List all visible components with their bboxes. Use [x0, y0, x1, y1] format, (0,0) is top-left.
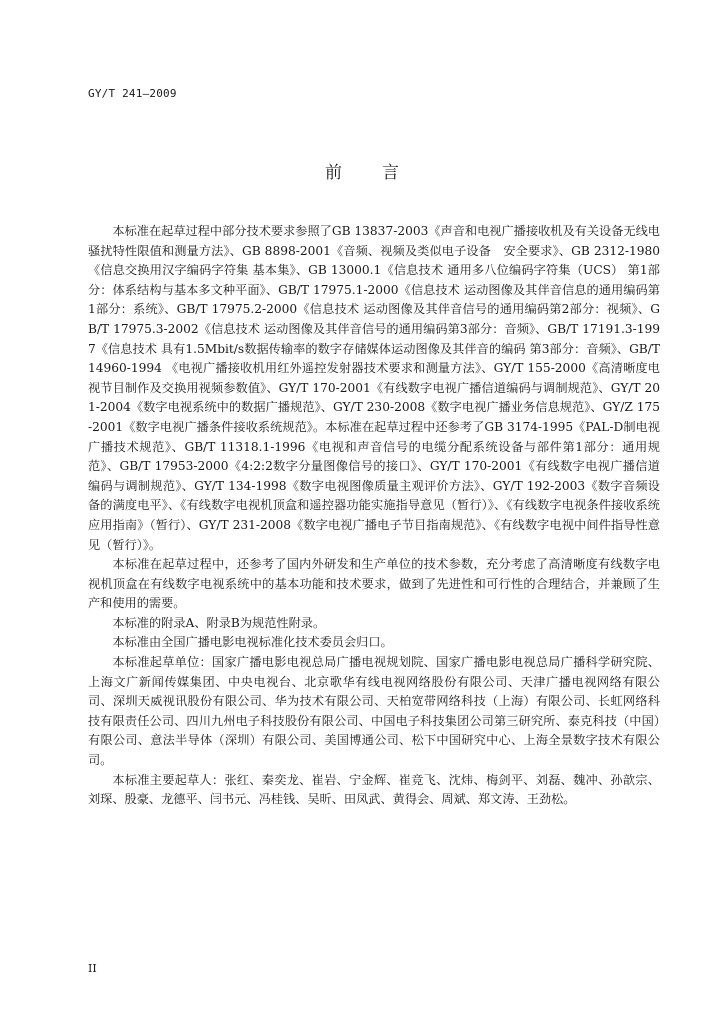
paragraph-committee: 本标准由全国广播电影电视标准化技术委员会归口。 [112, 635, 393, 650]
page-number: II [88, 962, 97, 975]
paragraph-drafting-units: 本标准起草单位：国家广播电影电视总局广播电视规划院、国家广播电影电视总局广播科学研究院、上海文广新闻传媒集团、中央电视台、北京歌华有线电视网络股份有限公司、天津广播电视网络有限公司、深圳天威视讯股份有限公司、华为技术有限公司、天柏宽带网络科技（上海）有限公司、长虹网络科技有限责任公司、四川九州电子科技股份有限公司、中国电子科技集团公司第三研究所、泰克科技（中国）有限公司、意法半导体（深圳）有限公司、美国博通公司、松下中国研究中心、上海全景数字技术有限公司。 [88, 655, 660, 768]
page-title: 前言 [325, 163, 439, 183]
paragraph-drafters: 本标准主要起草人：张红、秦奕龙、崔岩、宁金辉、崔竞飞、沈炜、梅剑平、刘磊、魏冲、孙歆宗、刘琛、殷豪、龙德平、闫书元、冯桂钱、吴昕、田凤武、黄得会、周斌、郑文涛、王劲松。 [88, 772, 660, 807]
paragraph-referenced-standards: 本标准在起草过程中部分技术要求参照了GB 13837-2003《声音和电视广播接收机及有关设备无线电骚扰特性限值和测量方法》、GB 8898-2001《音频、视频及类似电子设备 安全要求》、GB 2312-1980《信息交换用汉字编码字符集 基本集》、GB 13000.1《信息技术 通用多八位编码字符集（UCS） 第1部分：体系结构与基本多文种平面》、GB/T 17975.1-2000《信息技术 运动图像及其伴音信息的通用编码第1部分：系统》、GB/T 17975.2-2000《信息技术 运动图像及其伴音信号的通用编码第2部分：视频》、GB/T 17975.3-2002《信息技术 运动图像及其伴音信号的通用编码第3部分：音频》、GB/T 17191.3-1997《信息技术 具有1.5Mbit/s数据传输率的数字存储媒体运动图像及其伴音的编码 第3部分：音频》、GB/T 14960-1994 《电视广播接收机用红外遥控发射器技术要求和测量方法》、GY/T 155-2000《高清晰度电视节目制作及交换用视频参数值》、GY/T 170-2001《有线数字电视广播信道编码与调制规范》、GY/T 201-2004《数字电视系统中的数据广播规范》、GY/T 230-2008《数字电视广播业务信息规范》、GY/Z 175-2001《数字电视广播条件接收系统规范》。本标准在起草过程中还参考了GB 3174-1995《PAL-D制电视广播技术规范》、GB/T 11318.1-1996《电视和声音信号的电缆分配系统设备与部件第1部分：通用规范》、GB/T 17953-2000《4:2:2数字分量图像信号的接口》、GY/T 170-2001《有线数字电视广播信道编码与调制规范》、GY/T 134-1998《数字电视图像质量主观评价方法》、GY/T 192-2003《数字音频设备的满度电平》、《有线数字电视机顶盒和遥控器功能实施指导意见（暂行）》、《有线数字电视条件接收系统应用指南》（暂行）、GY/T 231-2008《数字电视广播电子节目指南规范》、《有线数字电视中间件指导性意见（暂行）》。 [88, 224, 660, 552]
document-code: GY/T 241—2009 [88, 87, 177, 100]
preface-body [88, 222, 660, 810]
paragraph-reference-parameters: 本标准在起草过程中，还参考了国内外研发和生产单位的技术参数，充分考虑了高清晰度有线数字电视机顶盒在有线数字电视系统中的基本功能和技术要求，做到了先进性和可行性的合理结合，并兼顾了生产和使用的需要。 [88, 557, 660, 611]
paragraph-annexes: 本标准的附录A、附录B为规范性附录。 [112, 615, 326, 630]
